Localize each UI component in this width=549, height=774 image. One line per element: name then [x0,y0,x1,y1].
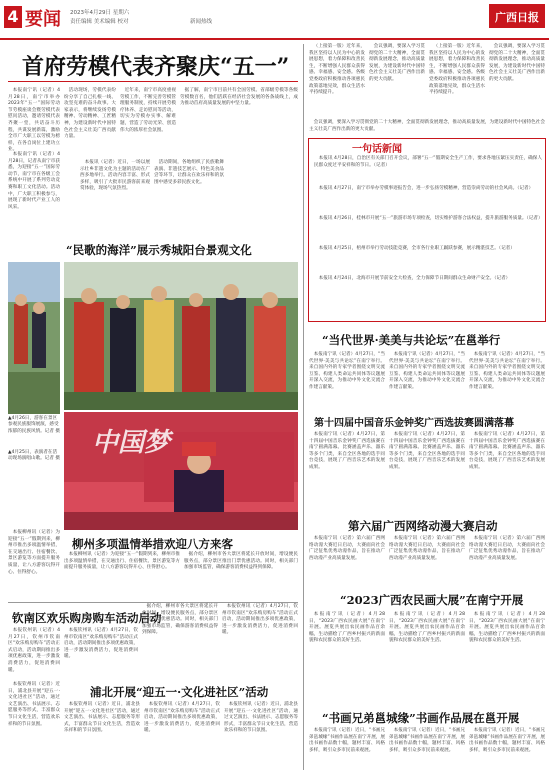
feature-headline: “民歌的海洋”展示秀城阳台景观文化 [66,243,252,257]
pubei-paragraph-2: 本报钦州讯（记者）近日，浦北县开展“迎五一·文化进社区”活动，通过文艺演出、书法展示、志愿服务等形式，丰富群众节日文化生活，营造欢乐祥和的节日氛围。 [64,702,140,734]
right-top-paragraph-3: （上接第一版）近年来，我区坚持以人民为中心的发展思想，着力保障和改善民生，不断增强人民群众获得感、幸福感、安全感。各级党委政府积极推动各项惠民政策落地见效，群众生活水平持续提升。 [429,44,485,96]
forum-paragraph-3: 本报南宁讯（记者）4月27日，“当代世界·美美与共论坛”在南宁举行。来自国内外的专家学者围绕文明交流互鉴、构建人类命运共同体等议题展开深入交流，为推动中外文化交流合作建言献策。 [469,352,545,390]
peasant-painting-headline: “2023广西农民画大展”在南宁开展 [340,593,524,607]
pubei-paragraph-3: 本报钦州讯（记者）4月27日，钦州市钦南区“欢乐购房购车”活动正式启动，活动期间推出多项优惠政策，进一步激发消费活力，促进消费回暖。 [144,702,220,734]
roll-left-col [8,152,60,242]
roll-left-paragraph: 本报南宁讯（记者）4月28日，记者从南宁市获悉，为迎接“五一”国际劳动节，南宁市在各级工会系统中开展了系列劳动竞赛和职工文化活动。活动中，广大职工积极参与，展现了新时代产业工人的风采。 [8,152,60,210]
short-news-item-1 [314,156,542,184]
vertical-divider [303,44,304,770]
animation-col-3 [469,536,545,586]
qinnan-col-2 [64,628,138,678]
feature-caption-1: ▲4月26日，游客在景区参观民族服饰展演，感受浓郁的民族风情。记者 摄 [8,416,60,434]
mid-article-paragraph-2: 活动期间，各地组织了民族歌舞表演、非遗技艺展示、特色美食品尝等环节，让群众在欢乐祥和的氛围中感受多彩民族文化。 [154,160,224,185]
animation-paragraph-1: 本报南宁讯（记者）第六届广西网络动漫大赛近日启动，大赛面向社会广泛征集优秀动漫作品，旨在推动广西动漫产业高质量发展。 [309,536,385,561]
animation-paragraph-3: 本报南宁讯（记者）第六届广西网络动漫大赛近日启动，大赛面向社会广泛征集优秀动漫作品，旨在推动广西动漫产业高质量发展。 [469,536,545,561]
lead-col-2 [64,88,116,144]
calligraphy-col-1 [309,728,385,770]
short-news-text-1: 本报讯 4月28日，自治区有关部门召开会议，部署“五一”假期安全生产工作，要求各地压紧压实责任，确保人民群众度过平安祥和的节日。（记者） [314,156,542,168]
golden-bell-headline: 第十四届中国音乐金钟奖广西选拔赛圆满落幕 [314,418,514,429]
short-news-title: 一句话新闻 [352,144,402,155]
golden-bell-col-3 [469,432,545,512]
lead-col-1 [8,88,60,153]
liuzhou-paragraph-1: 本报柳州讯（记者）为迎接“五一”假期到来，柳州市推出多项温情举措，在交通出行、住宿餐饮、景区游览等方面提升服务质量，让八方游客玩得开心、住得舒心。 [8,530,60,575]
divider-1 [8,602,298,603]
masthead [0,0,549,40]
mid-article-paragraph-1: 本报讯（记者）近日，一场以展示壮乡非遗文化为主题的活动在广西多地举行。活动内容丰富、形式多样，吸引了大批市民游客前来观赏体验，现场气氛热烈。 [80,160,150,192]
lead-paragraph-4: 据了解，南宁市目前共有全国劳模、省部级劳模等各级劳模数百名，他们活跃在经济社会发展的各条战线上，成为推动首府高质量发展的中坚力量。 [180,88,298,107]
peasant-painting-paragraph-1: 本报南宁讯（记者）4月28日，“2023广西农民画大展”在南宁开展。展览共展出农民画作品百余幅，生动描绘了广西乡村振兴的新面貌和农民群众的美好生活。 [309,612,385,644]
editor-line: 责任编辑 美术编辑 校对 [70,19,129,25]
qinnan-col-1 [8,628,60,678]
liuzhou-headline: 柳州多项温情举措欢迎八方来客 [72,537,233,551]
animation-col-1 [309,536,385,586]
liuzhou-col-3 [184,552,298,598]
peasant-painting-col-1 [309,612,385,702]
golden-bell-col-1 [309,432,385,512]
liuzhou-col-2 [64,552,180,598]
short-news-item-5 [314,276,542,318]
calligraphy-headline: “书画兄弟邕城缘”书画作品展在邕开展 [322,711,520,725]
forum-col-2 [389,352,465,408]
short-news-item-3 [314,216,542,244]
forum-paragraph-1: 本报南宁讯（记者）4月27日，“当代世界·美美与共论坛”在南宁举行。来自国内外的专家学者围绕文明交流互鉴、构建人类命运共同体等议题展开深入交流，为推动中外文化交流合作建言献策。 [309,352,385,390]
short-news-text-2: 本报讯 4月27日，南宁市举办劳模事迹报告会，进一步弘扬劳模精神，营造崇尚劳动的社会风尚。（记者） [318,186,534,191]
animation-paragraph-2: 本报南宁讯（记者）第六届广西网络动漫大赛近日启动，大赛面向社会广泛征集优秀动漫作品，旨在推动广西动漫产业高质量发展。 [389,536,465,561]
forum-paragraph-2: 本报南宁讯（记者）4月27日，“当代世界·美美与共论坛”在南宁举行。来自国内外的专家学者围绕文明交流互鉴、构建人类命运共同体等议题展开深入交流，为推动中外文化交流合作建言献策。 [389,352,465,390]
lead-paragraph-1: 本报南宁讯（记者）4月28日，南宁市举办2023年“五一”国际劳动节劳模座谈会暨劳模代表慰问活动，邀请劳模代表齐聚一堂，共话奋斗历程，共谋发展新篇，激励全市广大职工以劳模为榜样，在各自岗位上建功立业。 [8,88,60,153]
mid-article-col-1 [80,160,150,232]
pubei-paragraph-1: 本报钦州讯（记者）近日，浦北县开展“迎五一·文化进社区”活动，通过文艺演出、书法展示、志愿服务等形式，丰富群众节日文化生活，营造欢乐祥和的节日氛围。 [8,682,60,727]
right-top-col-1 [309,44,365,116]
newspaper-logo: 广西日报 [489,4,545,28]
qinnan-paragraph-3: 据介绍，柳州市各大景区将延长开放时间，增设便民服务点，部分景区推出门票优惠活动。同时，相关部门加强市场监管，确保游客消费权益得到保障。 [142,604,218,636]
qinnan-paragraph-4: 本报钦州讯（记者）4月27日，钦州市钦南区“欢乐购房购车”活动正式启动，活动期间推出多项优惠政策，进一步激发消费活力，促进消费回暖。 [222,604,298,636]
forum-col-1 [309,352,385,408]
pubei-headline: 浦北开展“迎五一·文化进社区”活动 [90,685,269,699]
liuzhou-paragraph-3: 据介绍，柳州市各大景区将延长开放时间，增设便民服务点，部分景区推出门票优惠活动。同时，相关部门加强市场监管，确保游客消费权益得到保障。 [184,552,298,571]
pubei-col-2 [64,702,140,770]
right-top-col-3 [429,44,485,116]
right-top-paragraph-2: 会议强调，要深入学习贯彻党的二十大精神，全面贯彻新发展理念，推动高质量发展，为建设新时代中国特色社会主义壮美广西作出新的更大贡献。 [369,44,425,82]
calligraphy-col-3 [469,728,545,770]
calligraphy-paragraph-3: 本报南宁讯（记者）近日，“书画兄弟邕城缘”书画作品展在南宁开展，展出书画作品数十幅，题材丰富、风格多样，吸引众多市民前来观展。 [469,728,545,753]
golden-bell-paragraph-3: 本报南宁讯（记者）4月27日，第十四届中国音乐金钟奖广西选拔赛在南宁圆满落幕。比赛涵盖声乐、器乐等多个门类，来自全区各地的选手同台竞技，展现了广西音乐艺术的发展成果。 [469,432,545,470]
calligraphy-paragraph-1: 本报南宁讯（记者）近日，“书画兄弟邕城缘”书画作品展在南宁开展，展出书画作品数十幅，题材丰富、风格多样，吸引众多市民前来观展。 [309,728,385,753]
short-news-item-4 [314,246,542,274]
right-top-paragraph-4: 会议强调，要深入学习贯彻党的二十大精神，全面贯彻新发展理念，推动高质量发展，为建设新时代中国特色社会主义壮美广西作出新的更大贡献。 [489,44,545,82]
liuzhou-paragraph-2: 本报柳州讯（记者）为迎接“五一”假期到来，柳州市推出多项温情举措，在交通出行、住宿餐饮、景区游览等方面提升服务质量，让八方游客玩得开心、住得舒心。 [64,552,180,571]
peasant-painting-paragraph-2: 本报南宁讯（记者）4月28日，“2023广西农民画大展”在南宁开展。展览共展出农民画作品百余幅，生动描绘了广西乡村振兴的新面貌和农民群众的美好生活。 [389,612,465,644]
section-name: 要闻 [25,9,61,30]
golden-bell-col-2 [389,432,465,512]
lead-paragraph-2: 活动现场，劳模代表纷纷分享了自己扎根一线、攻坚克难的奋斗故事。大家表示，将继续发扬劳模精神、劳动精神、工匠精神，为建设新时代中国特色社会主义壮美广西贡献力量。 [64,88,116,140]
qinnan-headline: 钦南区欢乐购房购车活动启动 [12,611,162,625]
liuzhou-col-1 [8,530,60,590]
peasant-painting-col-2 [389,612,465,702]
right-top-col-4 [489,44,545,116]
right-top-col-2 [369,44,425,116]
peasant-painting-paragraph-3: 本报南宁讯（记者）4月28日，“2023广西农民画大展”在南宁开展。展览共展出农民画作品百余幅，生动描绘了广西乡村振兴的新面貌和农民群众的美好生活。 [469,612,545,644]
pubei-paragraph-4: 本报钦州讯（记者）近日，浦北县开展“迎五一·文化进社区”活动，通过文艺演出、书法展示、志愿服务等形式，丰富群众节日文化生活，营造欢乐祥和的节日氛围。 [224,702,298,734]
feature-photo-1-image [8,262,60,414]
pubei-col-4 [224,702,298,770]
service-line: 新闻热线 [190,19,213,25]
lead-headline: 首府劳模代表齐聚庆“五一” [22,54,290,80]
calligraphy-paragraph-2: 本报南宁讯（记者）近日，“书画兄弟邕城缘”书画作品展在南宁开展，展出书画作品数十幅，题材丰富、风格多样，吸引众多市民前来观展。 [389,728,465,753]
forum-headline: “当代世界·美美与共论坛”在邕举行 [322,333,501,347]
qinnan-paragraph-2: 本报钦州讯（记者）4月27日，钦州市钦南区“欢乐购房购车”活动正式启动，活动期间推出多项优惠政策，进一步激发消费活力，促进消费回暖。 [64,628,138,660]
feature-photo-2-image [64,262,298,410]
qinnan-col-4 [222,604,298,678]
short-news-text-3: 本报讯 4月26日，桂林市开展“五一”旅游市场专项检查，切实维护游客合法权益，提升旅游服务质量。（记者） [318,216,543,221]
forum-col-3 [469,352,545,408]
peasant-painting-col-3 [469,612,545,702]
feature-photo-2 [64,262,298,410]
banner-text: 中国梦 [92,428,171,458]
lead-col-3 [120,88,176,144]
lead-paragraph-3: 近年来，南宁市高度重视劳模工作，不断完善劳模管理服务制度，持续开展劳模疗休养、走访慰问等活动，切实为劳模办实事、解难题，营造了劳动光荣、创造伟大的浓厚社会氛围。 [120,88,176,133]
golden-bell-paragraph-1: 本报南宁讯（记者）4月27日，第十四届中国音乐金钟奖广西选拔赛在南宁圆满落幕。比赛涵盖声乐、器乐等多个门类，来自全区各地的选手同台竞技，展现了广西音乐艺术的发展成果。 [309,432,385,470]
right-top-footer-paragraph: 会议强调，要深入学习贯彻党的二十大精神，全面贯彻新发展理念，推动高质量发展，为建设新时代中国特色社会主义壮美广西作出新的更大贡献。 [309,120,545,132]
date-line: 2023年4月29日 星期六 [70,10,130,16]
pubei-col-1 [8,682,60,770]
short-news-text-4: 本报讯 4月25日，梧州市举行劳动技能竞赛，全市各行业职工踊跃参赛，展示精湛技艺。（记者） [318,246,515,251]
animation-col-2 [389,536,465,586]
page-number: 4 [4,6,22,28]
qinnan-paragraph-1: 本报钦州讯（记者）4月27日，钦州市钦南区“欢乐购房购车”活动正式启动，活动期间推出多项优惠政策，进一步激发消费活力，促进消费回暖。 [8,628,60,673]
golden-bell-paragraph-2: 本报南宁讯（记者）4月27日，第十四届中国音乐金钟奖广西选拔赛在南宁圆满落幕。比赛涵盖声乐、器乐等多个门类，来自全区各地的选手同台竞技，展现了广西音乐艺术的发展成果。 [389,432,465,470]
right-top-footer-col [309,120,545,136]
short-news-item-2 [314,186,542,214]
qinnan-col-3 [142,604,218,678]
animation-headline: 第六届广西网络动漫大赛启动 [348,519,498,533]
lead-col-4 [180,88,298,144]
calligraphy-col-2 [389,728,465,770]
short-news-text-5: 本报讯 4月24日，北海市开展节前安全大检查，全力保障节日期间群众生命财产安全。（记者） [318,276,511,281]
right-top-paragraph-1: （上接第一版）近年来，我区坚持以人民为中心的发展思想，着力保障和改善民生，不断增强人民群众获得感、幸福感、安全感。各级党委政府积极推动各项惠民政策落地见效，群众生活水平持续提升。 [309,44,365,96]
pubei-col-3 [144,702,220,770]
mid-article-col-2 [154,160,224,232]
feature-caption-2: ▲4月25日，表演者在活动现场演唱山歌。记者 摄 [8,450,60,462]
feature-photo-1 [8,262,60,414]
